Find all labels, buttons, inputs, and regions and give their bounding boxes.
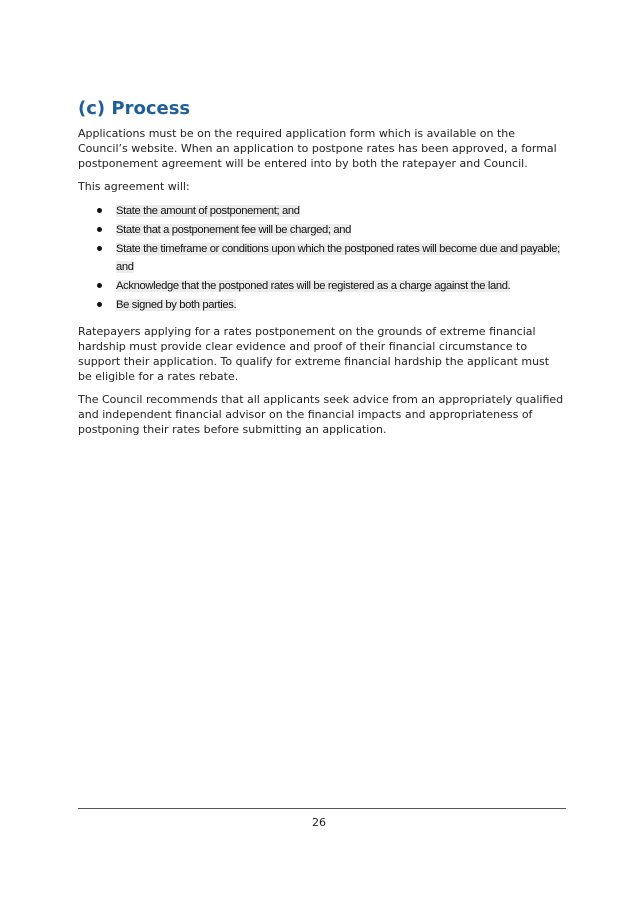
bullet-icon xyxy=(97,208,102,213)
bullet-icon xyxy=(97,302,102,307)
list-item xyxy=(78,202,566,220)
intro-paragraph: Applications must be on the required application form which is available on the Council’s website. When an application to postpone rates has been approved, a formal postponement agreement will be entered into by both the ratepayer and Council. xyxy=(78,127,557,170)
list-item-text: State the amount of postponement; and xyxy=(116,205,300,217)
list-item-text: State the timeframe or conditions upon which the postponed rates will become due and payable; and xyxy=(116,243,560,273)
bullet-icon xyxy=(97,283,102,288)
list-item xyxy=(78,240,566,276)
advice-paragraph: The Council recommends that all applicants seek advice from an appropriately qualified and independent financial advisor on the financial impacts and appropriateness of postponing their rates before submitting an application. xyxy=(78,393,564,436)
bullet-icon xyxy=(97,246,102,251)
section-heading: (c) Process xyxy=(78,98,191,119)
list-item-text: Be signed by both parties. xyxy=(116,299,237,311)
hardship-paragraph: Ratepayers applying for a rates postponement on the grounds of extreme financial hardship must provide clear evidence and proof of their financial circumstance to support their application. To qualify for extreme financial hardship the applicant must be eligible for a rates rebate. xyxy=(78,325,550,383)
bullet-icon xyxy=(97,227,102,232)
list-item-text: Acknowledge that the postponed rates will be registered as a charge against the land. xyxy=(116,280,511,292)
agreement-terms-list xyxy=(78,202,566,314)
list-item xyxy=(78,221,566,239)
list-lead-text: This agreement will: xyxy=(78,180,190,193)
footer-divider xyxy=(78,808,566,809)
list-item xyxy=(78,277,566,295)
section-body xyxy=(78,126,566,445)
page-number: 26 xyxy=(312,816,326,829)
list-item-text: State that a postponement fee will be charged; and xyxy=(116,224,352,236)
list-item xyxy=(78,296,566,314)
